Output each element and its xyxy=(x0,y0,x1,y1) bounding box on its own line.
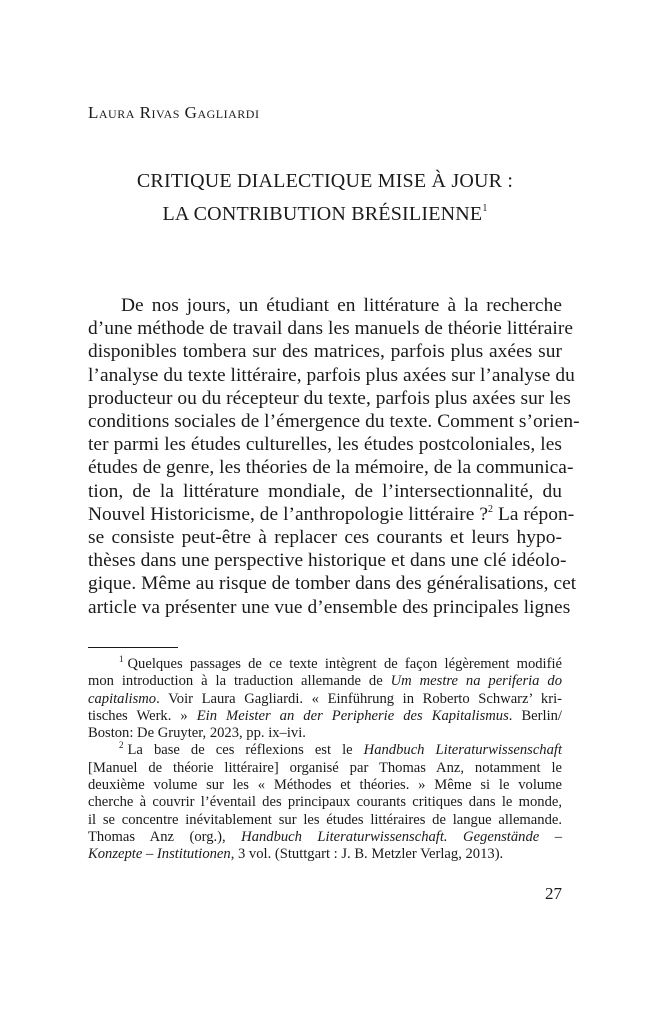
running-head-author: Laura Rivas Gagliardi xyxy=(88,103,260,122)
footnote-line: [Manuel de théorie littéraire] organisé par Thomas Anz, notamment le xyxy=(88,759,562,776)
footnote-line: cherche à couvrir l’éventail des principaux courants critiques dans le monde, xyxy=(88,794,562,811)
body-line: études de genre, les théories de la mémoire, de la communica- xyxy=(88,457,574,479)
footnote-line: tisches Werk. » Ein Meister an der Peripherie des Kapitalismus. Berlin/ xyxy=(88,707,562,724)
body-line: De nos jours, un étudiant en littérature à la recherche xyxy=(121,295,562,316)
footnote-line: il se concentre inévitablement sur les études littéraires de langue allemande. xyxy=(88,811,562,828)
footnote-line: capitalismo. Voir Laura Gagliardi. « Einführung in Roberto Schwarz’ kri- xyxy=(88,690,562,707)
article-title xyxy=(88,168,562,228)
footnote-line: $^1$ Quelques passages de ce texte intègrent de façon légèrement modifié xyxy=(119,654,562,672)
body-line: se consiste peut-être à replacer ces courants et leurs hypo- xyxy=(88,527,562,549)
body-line: d’une méthode de travail dans les manuels de théorie littéraire xyxy=(88,318,574,340)
body-line: disponibles tombera sur des matrices, parfois plus axées sur xyxy=(88,341,562,363)
body-line: l’analyse du texte littéraire, parfois plus axées sur l’analyse du xyxy=(88,364,575,386)
footnote-line: Thomas Anz (org.), Handbuch Literaturwissenschaft. Gegenstände – xyxy=(88,828,562,845)
footnote-separator xyxy=(88,647,178,648)
footnote-line: Boston: De Gruyter, 2023, pp. ix–ivi. xyxy=(88,725,306,742)
body-line: tion, de la littérature mondiale, de l’intersectionnalité, du xyxy=(88,480,562,502)
title-line-2: LA CONTRIBUTION BRÉSILIENNE$^1$ xyxy=(162,203,488,225)
footnote-line: $^2$ La base de ces réflexions est le Handbuch Literaturwissenschaft xyxy=(119,740,563,759)
footnote-1 xyxy=(88,656,562,742)
body-line: thèses dans une perspective historique et dans une clé idéolo- xyxy=(88,550,567,572)
footnote-ref-1: 1 xyxy=(482,203,488,214)
title-line-1: CRITIQUE DIALECTIQUE MISE À JOUR : xyxy=(136,170,514,192)
footnote-line: deuxième volume sur les « Méthodes et théories. » Même si le volume xyxy=(88,777,562,794)
body-line: Nouvel Historicisme, de l’anthropologie littéraire ?$^2$ La répon- xyxy=(88,503,575,525)
footnotes xyxy=(88,656,562,864)
body-line: article va présenter une vue d’ensemble des principales lignes xyxy=(88,596,571,618)
body-line: gique. Même au risque de tomber dans des généralisations, cet xyxy=(88,573,577,595)
footnote-line: mon introduction à la traduction allemande de Um mestre na periferia do xyxy=(88,673,562,690)
footnote-line: Konzepte – Institutionen, 3 vol. (Stuttgart : J. B. Metzler Verlag, 2013). xyxy=(88,846,504,863)
page-number: 27 xyxy=(545,884,562,903)
body-line: producteur ou du récepteur du texte, parfois plus axées sur les xyxy=(88,387,571,409)
body-paragraph xyxy=(88,294,580,619)
footnote-ref-2: 2 xyxy=(487,503,494,515)
footnote-2 xyxy=(88,742,562,863)
body-line: conditions sociales de l’émergence du texte. Comment s’orien- xyxy=(88,411,580,433)
body-line: ter parmi les études culturelles, les études postcoloniales, les xyxy=(88,434,562,456)
